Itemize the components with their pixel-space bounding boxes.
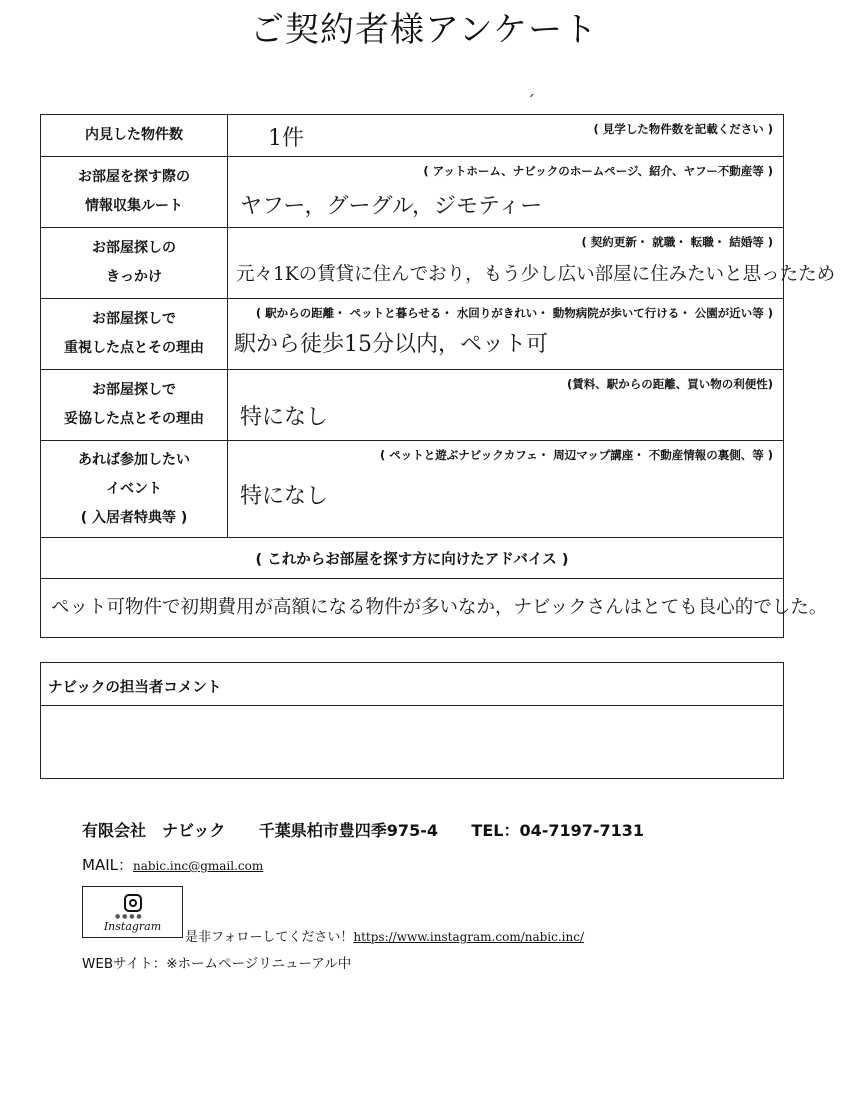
row-answer [228,115,784,157]
row-answer [228,228,836,299]
row-label-line: お部屋探しで [92,311,176,327]
survey-row [41,228,784,299]
row-label [41,441,228,538]
handwritten-answer: 特になし [240,484,329,509]
mail-label: MAIL： [82,856,133,874]
row-answer [228,299,784,370]
instagram-link[interactable]: https://www.instagram.com/nabic.inc/ [353,930,585,944]
row-hint: ( ペットと遊ぶナビックカフェ・ 周辺マップ講座・ 不動産情報の裏側、等 ) [379,448,773,462]
row-label-line: お部屋を探す際の [78,169,190,185]
instagram-label: Instagram [103,920,162,933]
row-label-line: 内見した物件数 [85,127,183,143]
website-note: WEBサイト：※ホームページリニューアル中 [82,956,352,972]
survey-row [41,115,784,157]
row-label-line: ( 入居者特典等 ) [80,509,188,526]
instagram-badge[interactable] [82,886,183,938]
handwritten-answer: ヤフー，グーグル，ジモティー [240,194,543,219]
handwritten-answer: 駅から徒歩15分以内，ペット可 [234,332,548,357]
follow-line [185,926,584,945]
row-answer [228,370,784,441]
advice-heading: ( これからお部屋を探す方に向けたアドバイス ) [41,538,784,579]
handwritten-answer: 元々1Kの賃貸に住んでおり，もう少し広い部屋に住みたいと思ったため [236,264,836,285]
row-label-line: あれば参加したい [78,451,190,468]
advice-answer-cell [41,579,828,638]
row-label-line: 妥協した点とその理由 [64,411,204,427]
handwritten-answer: ペット可物件で初期費用が高額になる物件が多いなか，ナビックさんはとても良心的でした。 [51,597,828,618]
row-hint: ( 見学した物件数を記載ください ) [593,122,773,136]
survey-row [41,441,784,538]
row-hint: ( 駅からの距離・ ペットと暮らせる・ 水回りがきれい・ 動物病院が歩いて行ける・ 公園が近い等 ) [255,306,773,320]
advice-heading-row [41,538,784,579]
instagram-icon [124,894,142,912]
row-label-line: 情報収集ルート [85,198,183,214]
company-name: 有限会社 ナビック [82,821,226,840]
company-tel: TEL：04-7197-7131 [471,821,645,840]
handwritten-answer: 特になし [240,405,329,430]
row-answer [228,157,784,228]
follow-text: 是非フォローしてください！ [185,930,354,945]
page-title: ご契約者様アンケート [250,10,598,50]
pen-mark: ˊ [527,92,535,111]
survey-row [41,299,784,370]
survey-row [41,370,784,441]
row-label-line: お部屋探しの [92,240,176,256]
mail-line [82,854,263,875]
survey-row [41,157,784,228]
handwritten-answer: 1件 [268,126,304,151]
row-label [41,115,228,157]
row-hint: (賃料、駅からの距離、買い物の利便性) [566,377,773,391]
row-label [41,157,228,228]
row-label-line: イベント [106,480,162,497]
row-label-line: 重視した点とその理由 [64,340,204,356]
mail-link[interactable]: nabic.inc@gmail.com [132,859,264,873]
row-label [41,228,228,299]
row-label [41,370,228,441]
row-label [41,299,228,370]
company-address: 千葉県柏市豊四季975-4 [258,821,438,840]
survey-table [40,114,836,638]
row-hint: ( 契約更新・ 就職・ 転職・ 結婚等 ) [581,235,773,249]
company-line [82,818,644,841]
decor-dots: ● ● ● ● [115,913,142,920]
row-label-line: きっかけ [106,269,162,285]
row-answer [228,441,784,538]
staff-comment-box [40,662,784,779]
row-label-line: お部屋探しで [92,382,176,398]
staff-comment-heading: ナビックの担当者コメント [41,663,783,706]
advice-answer-row [41,579,784,638]
row-hint: ( アットホーム、ナビックのホームページ、紹介、ヤフー不動産等 ) [423,164,773,178]
